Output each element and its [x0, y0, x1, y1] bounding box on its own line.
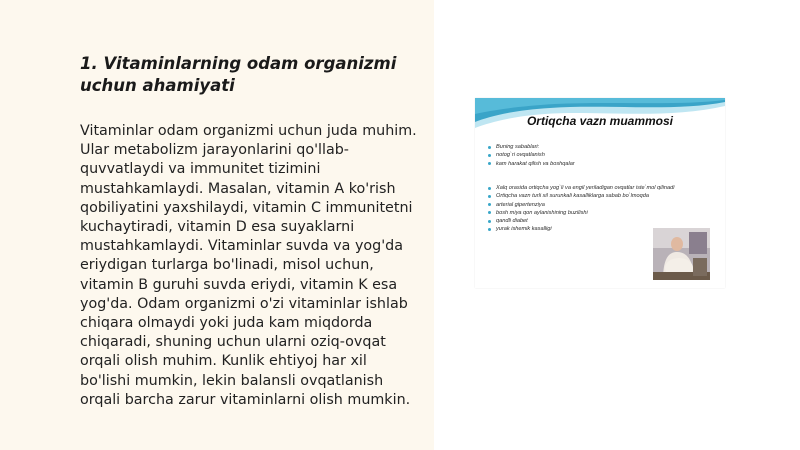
slide-bullet: Buning sabablari: [487, 143, 717, 151]
slide-bullet: bosh miya qon aylanishining buzilishi [487, 209, 646, 217]
slide-bullet-list-bottom [487, 184, 702, 234]
body-paragraph: Vitaminlar odam organizmi uchun juda muhim. Ular metabolizm jarayonlarini qo'llab-quvvatlaydi va immunitet tizimini mustahkamlaydi. Masalan, vitamin A ko'rish qobiliyatini yaxshilaydi, vitamin C immunitetni kuchaytiradi, vitamin D esa suyaklarni mustahkamlaydi. Vitaminlar suvda va yog'da eriydigan turlarga bo'linadi, misol uchun, vitamin B guruhi suvda eriydi, vitamin K esa yog'da. Odam organizmi o'zi vitaminlar ishlab chiqara olmaydi yoki juda kam miqdorda chiqaradi, shuning uchun ularni oziq-ovqat orqali olish muhim. Kunlik ehtiyoj har xil bo'lishi mumkin, lekin balansli ovqatlanish orqali barcha zarur vitaminlarni olish mumkin. [80, 123, 417, 408]
slide-bullet-list-top [487, 143, 717, 168]
section-heading: 1. Vitaminlarning odam organizmi uchun ahamiyati [80, 54, 397, 95]
slide-bullet: qandli diabet [487, 217, 646, 225]
slide-bullet: kam harakat qilish va boshqalar [487, 160, 717, 168]
slide-bullet: yurak ishemik kasalligi [487, 225, 646, 233]
slide-bullet: notog`ri ovqatlanish [487, 151, 717, 159]
slide-thumbnail [475, 98, 725, 288]
slide-photo [653, 228, 710, 280]
slide-title: Ortiqcha vazn muammosi [526, 114, 674, 128]
slide-bullet: Ortiqcha vazn turli xil surunkali kasalliklarga sabab bo`lmoqda [487, 192, 706, 200]
slide-bullet: arterial gipertenziya [487, 201, 646, 209]
slide-bullet: Xalq orasida ortiqcha yog`li va engil yeriladigan ovqatlar iste`mol qilinadi [487, 184, 706, 192]
